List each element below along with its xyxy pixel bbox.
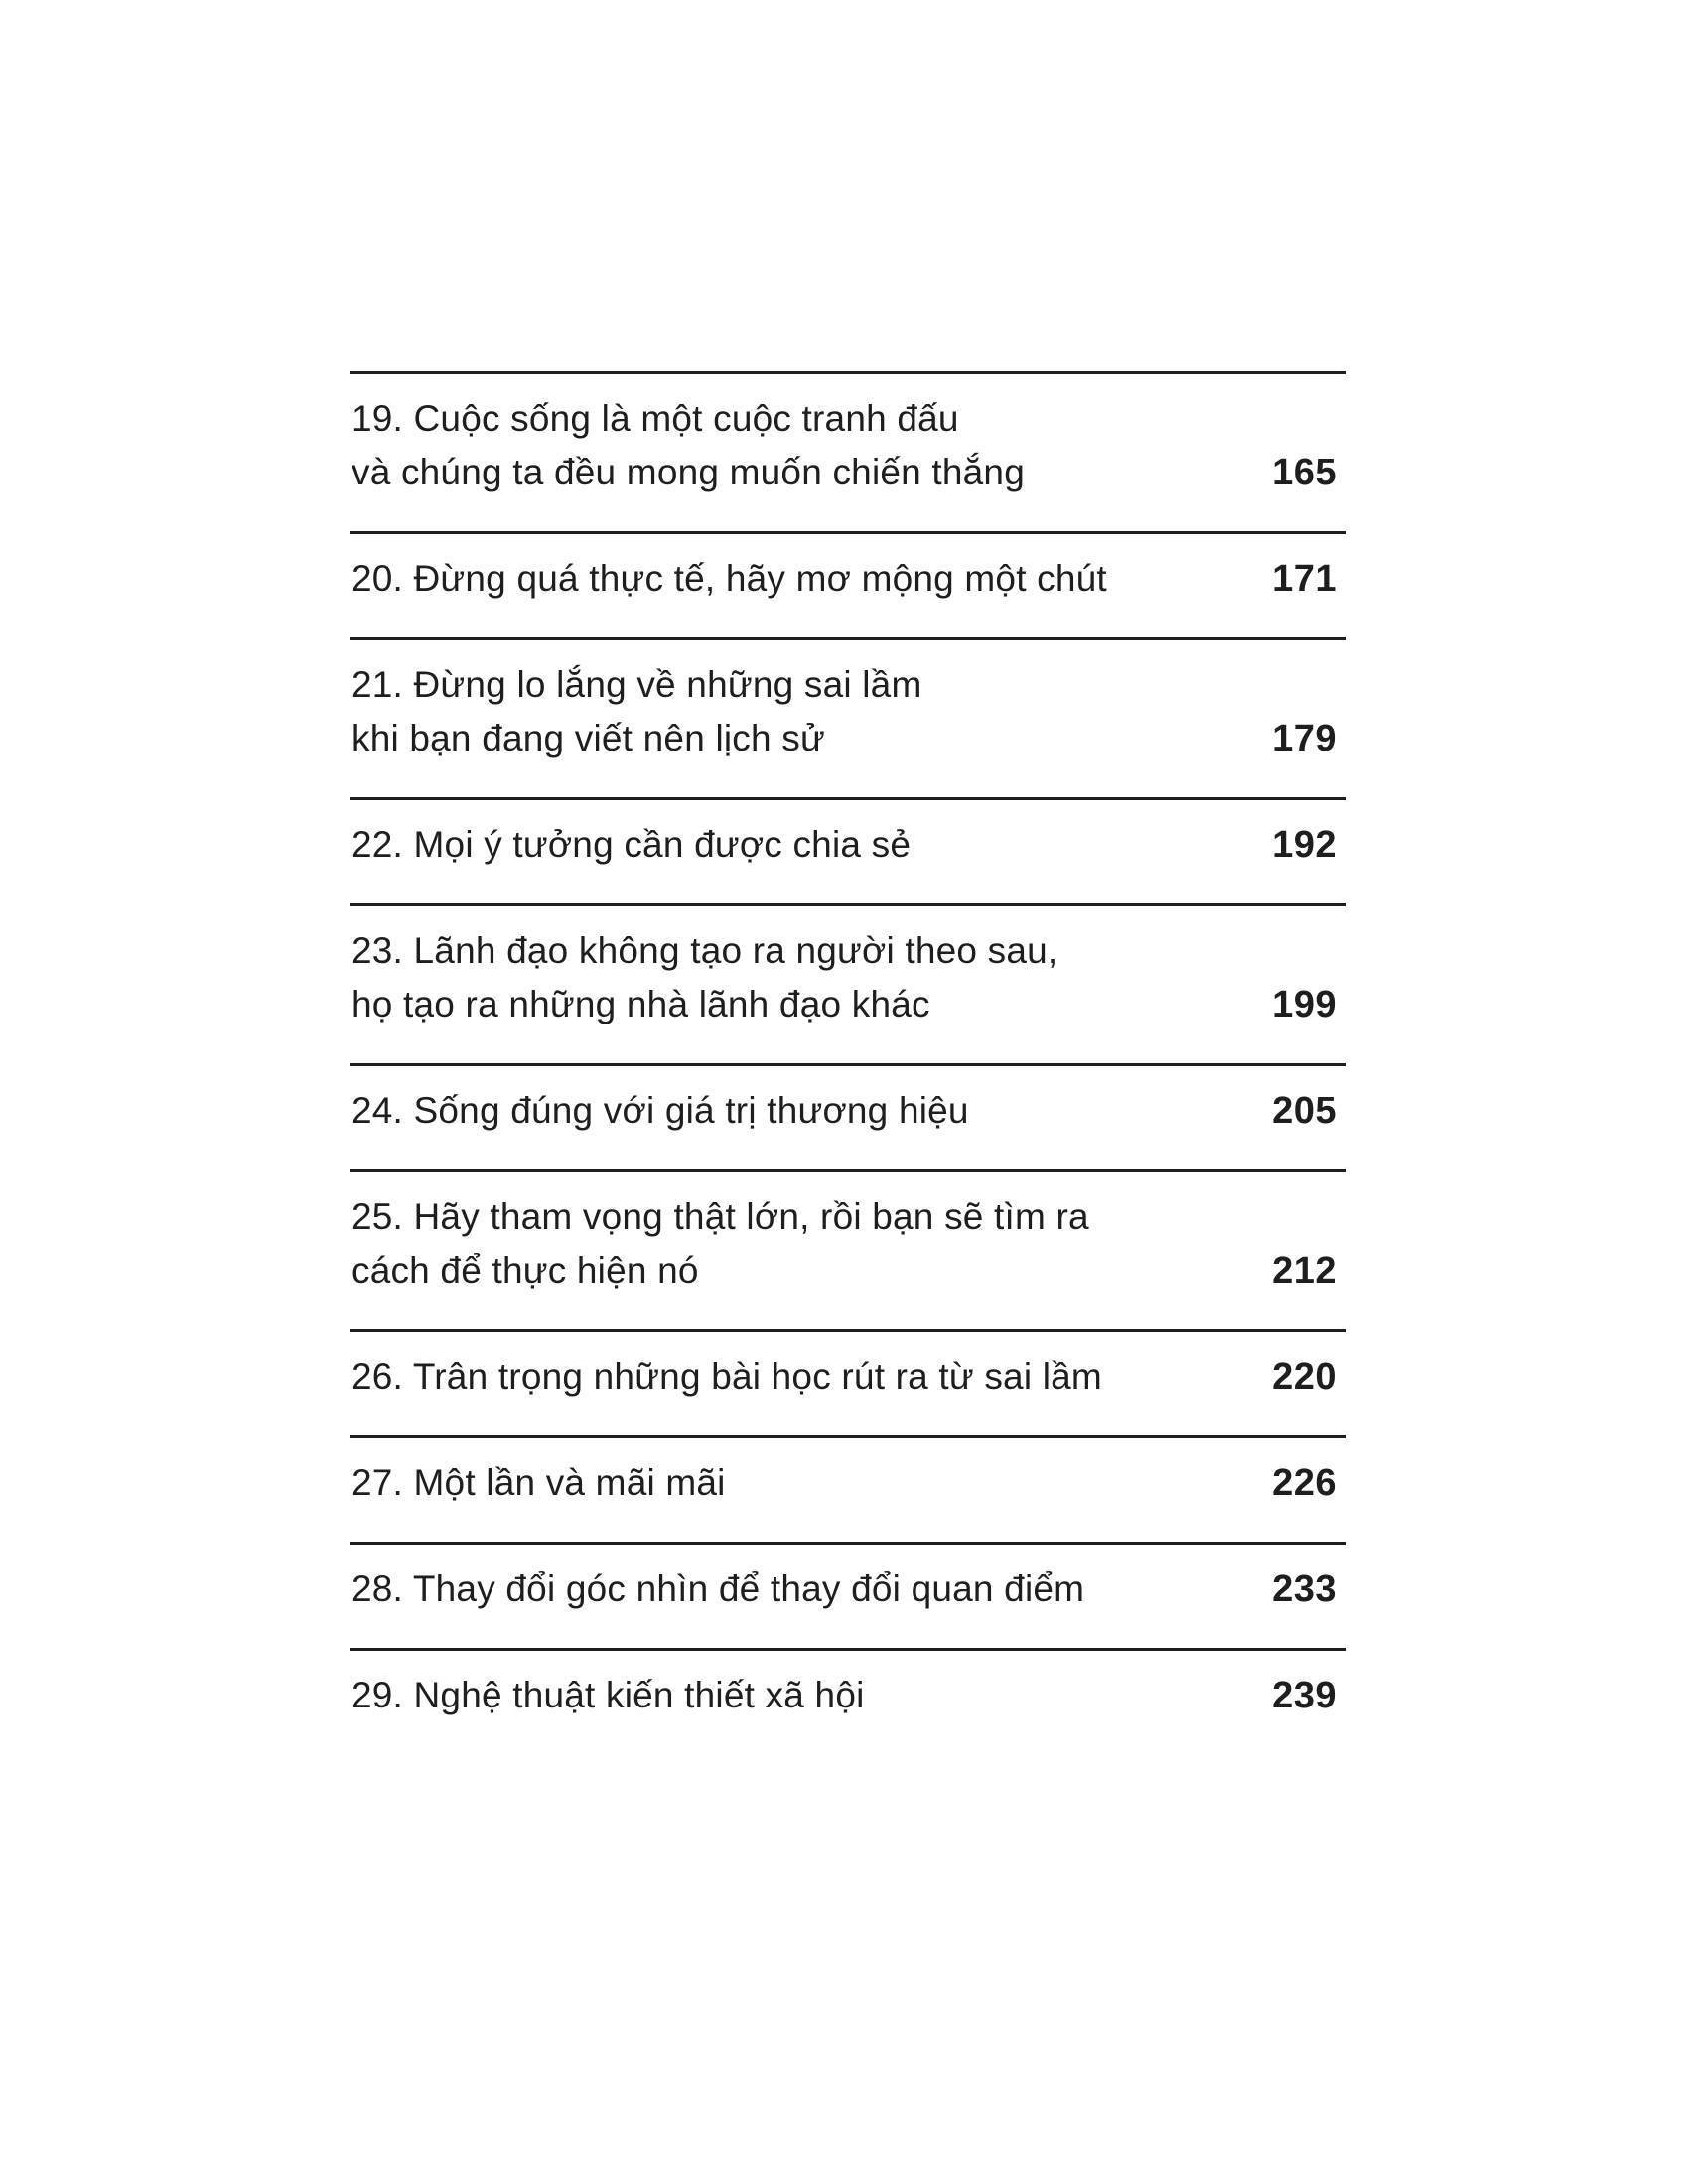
toc-entry-title — [352, 818, 911, 872]
toc-entry[interactable] — [350, 637, 1346, 797]
toc-entry-title — [352, 658, 921, 765]
toc-entry-title-line: 27. Một lần và mãi mãi — [352, 1462, 726, 1503]
toc-entry-title-line: họ tạo ra những nhà lãnh đạo khác — [352, 984, 930, 1024]
toc-entry[interactable] — [350, 1542, 1346, 1648]
toc-entry-page-number: 212 — [1272, 1250, 1336, 1292]
toc-entry-title-line: 21. Đừng lo lắng về những sai lầm — [352, 664, 922, 705]
toc-entry-title-line: 25. Hãy tham vọng thật lớn, rồi bạn sẽ tìm ra — [352, 1196, 1089, 1237]
toc-entry-page-number: 226 — [1272, 1462, 1336, 1504]
toc-entry-title-line: 29. Nghệ thuật kiến thiết xã hội — [352, 1675, 865, 1715]
toc-entry-title-line: và chúng ta đều mong muốn chiến thắng — [352, 452, 1025, 492]
toc-entry-title-line: 22. Mọi ý tưởng cần được chia sẻ — [352, 824, 912, 865]
toc-entry[interactable] — [350, 371, 1346, 531]
toc-entry-title-line: khi bạn đang viết nên lịch sử — [352, 718, 825, 758]
toc-entry[interactable] — [350, 1063, 1346, 1169]
toc-entry-title-line: 26. Trân trọng những bài học rút ra từ sai lầm — [352, 1356, 1102, 1397]
toc-entry-title — [352, 1669, 865, 1722]
toc-entry-page-number: 192 — [1272, 824, 1336, 866]
toc-entry-page-number: 205 — [1272, 1090, 1336, 1132]
toc-entry-page-number: 199 — [1272, 984, 1336, 1025]
toc-entry[interactable] — [350, 531, 1346, 637]
toc-entry-title — [352, 1190, 1089, 1297]
toc-entry-title-line: 23. Lãnh đạo không tạo ra người theo sau, — [352, 930, 1058, 971]
toc-entry-title-line: cách để thực hiện nó — [352, 1250, 699, 1291]
toc-entry-title — [352, 924, 1057, 1031]
toc-entry-page-number: 179 — [1272, 718, 1336, 759]
toc-entry-title-line: 28. Thay đổi góc nhìn để thay đổi quan điểm — [352, 1569, 1085, 1609]
toc-entry-page-number: 220 — [1272, 1356, 1336, 1398]
toc-entry-page-number: 239 — [1272, 1675, 1336, 1716]
toc-entry[interactable] — [350, 1169, 1346, 1329]
toc-entry-page-number: 165 — [1272, 452, 1336, 493]
toc-entry-page-number: 233 — [1272, 1569, 1336, 1610]
toc-entry[interactable] — [350, 903, 1346, 1063]
toc-entry[interactable] — [350, 797, 1346, 903]
toc-entry[interactable] — [350, 1329, 1346, 1435]
toc-entry-page-number: 171 — [1272, 558, 1336, 600]
toc-entry-title — [352, 1563, 1084, 1616]
toc-entry-title — [352, 392, 1025, 499]
toc-entry-title — [352, 552, 1107, 606]
toc-entry[interactable] — [350, 1648, 1346, 1754]
toc-entry-title — [352, 1350, 1102, 1404]
toc-entry[interactable] — [350, 1435, 1346, 1542]
toc-entry-title-line: 19. Cuộc sống là một cuộc tranh đấu — [352, 398, 959, 439]
toc-entry-title-line: 24. Sống đúng với giá trị thương hiệu — [352, 1090, 969, 1131]
toc-entry-title — [352, 1456, 726, 1510]
toc-entry-title — [352, 1084, 969, 1138]
toc-entry-title-line: 20. Đừng quá thực tế, hãy mơ mộng một chút — [352, 558, 1107, 599]
table-of-contents — [350, 371, 1346, 1754]
